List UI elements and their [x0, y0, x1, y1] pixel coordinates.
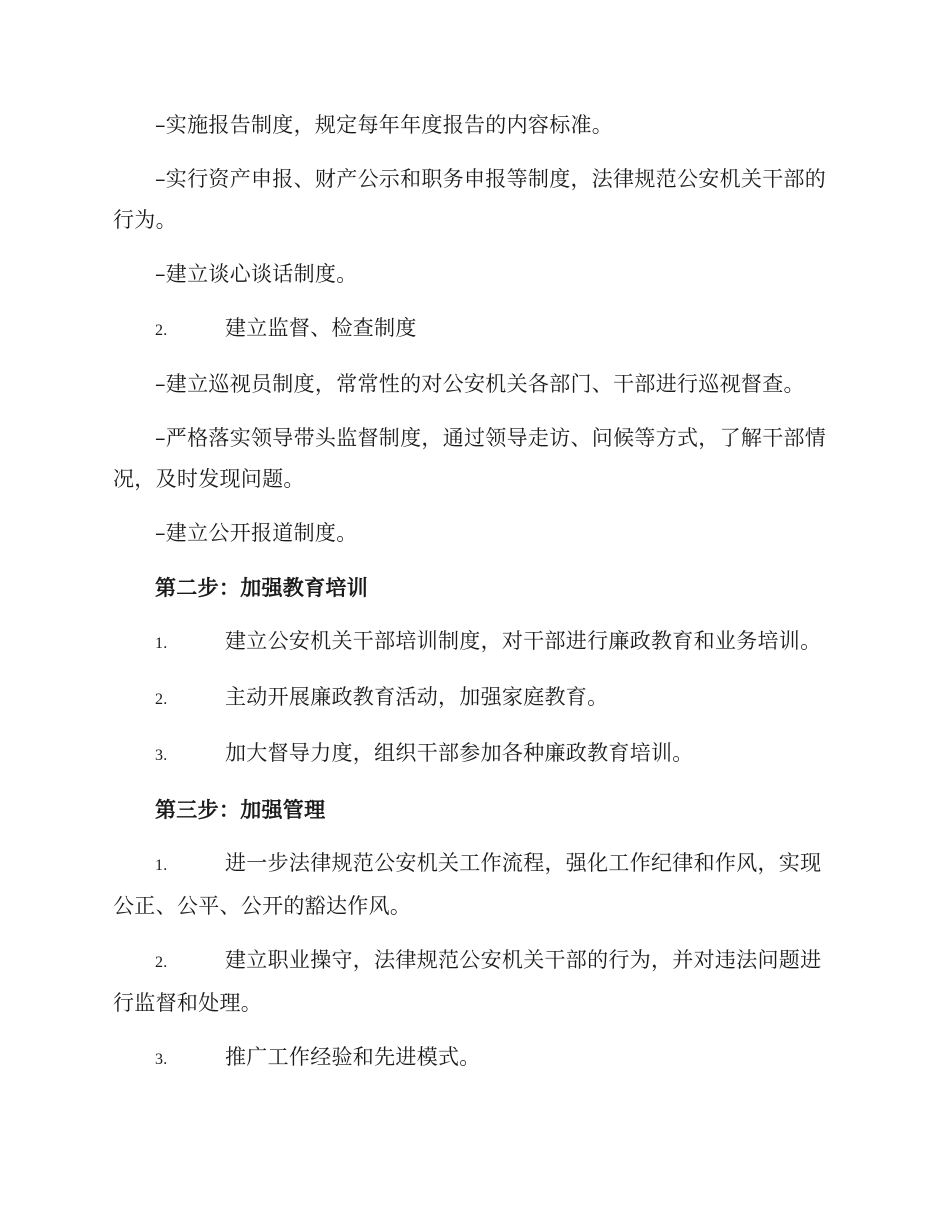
list-item-training-system [113, 621, 838, 664]
list-item-promote-experience [113, 1037, 838, 1080]
list-number: 1. [155, 635, 168, 652]
list-item-text: 加大督导力度，组织干部参加各种廉政教育培训。 [225, 741, 694, 765]
list-number: 3. [155, 747, 168, 764]
section-heading-education: 第二步：加强教育培训 [155, 575, 368, 600]
list-item-text: 推广工作经验和先进模式。 [225, 1045, 481, 1069]
list-number: 2. [155, 954, 168, 971]
document-body [113, 105, 838, 1093]
list-item-text: 主动开展廉政教育活动，加强家庭教育。 [225, 685, 609, 709]
paragraph-leader-supervision: –严格落实领导带头监督制度，通过领导走访、问候等方式，了解干部情况，及时发现问题。 [113, 426, 827, 491]
list-number: 2. [155, 322, 168, 339]
list-item-supervision-system [113, 308, 838, 351]
list-item-text: 建立职业操守，法律规范公安机关干部的行为，并对违法问题进行监督和处理。 [113, 948, 822, 1015]
list-item-text: 建立公安机关干部培训制度，对干部进行廉政教育和业务培训。 [225, 629, 822, 653]
list-number: 2. [155, 691, 168, 708]
paragraph-asset-declaration: –实行资产申报、财产公示和职务申报等制度，法律规范公安机关干部的行为。 [113, 167, 827, 232]
section-heading-management: 第三步：加强管理 [155, 797, 326, 822]
paragraph-public-report: –建立公开报道制度。 [155, 521, 358, 545]
list-number: 1. [155, 857, 168, 874]
list-number: 3. [155, 1051, 168, 1068]
paragraph-heart-talk: –建立谈心谈话制度。 [155, 262, 358, 286]
list-item-text: 进一步法律规范公安机关工作流程，强化工作纪律和作风，实现公正、公平、公开的豁达作风。 [113, 851, 822, 918]
list-item-education-activity [113, 677, 838, 720]
list-item-supervision-effort [113, 733, 838, 776]
list-item-workflow [113, 843, 838, 927]
paragraph-inspector-system: –建立巡视员制度，常常性的对公安机关各部门、干部进行巡视督查。 [155, 372, 805, 396]
list-item-text: 建立监督、检查制度 [225, 316, 417, 340]
list-item-professional-ethics [113, 940, 838, 1024]
paragraph-report-system: –实施报告制度，规定每年年度报告的内容标准。 [155, 113, 614, 137]
